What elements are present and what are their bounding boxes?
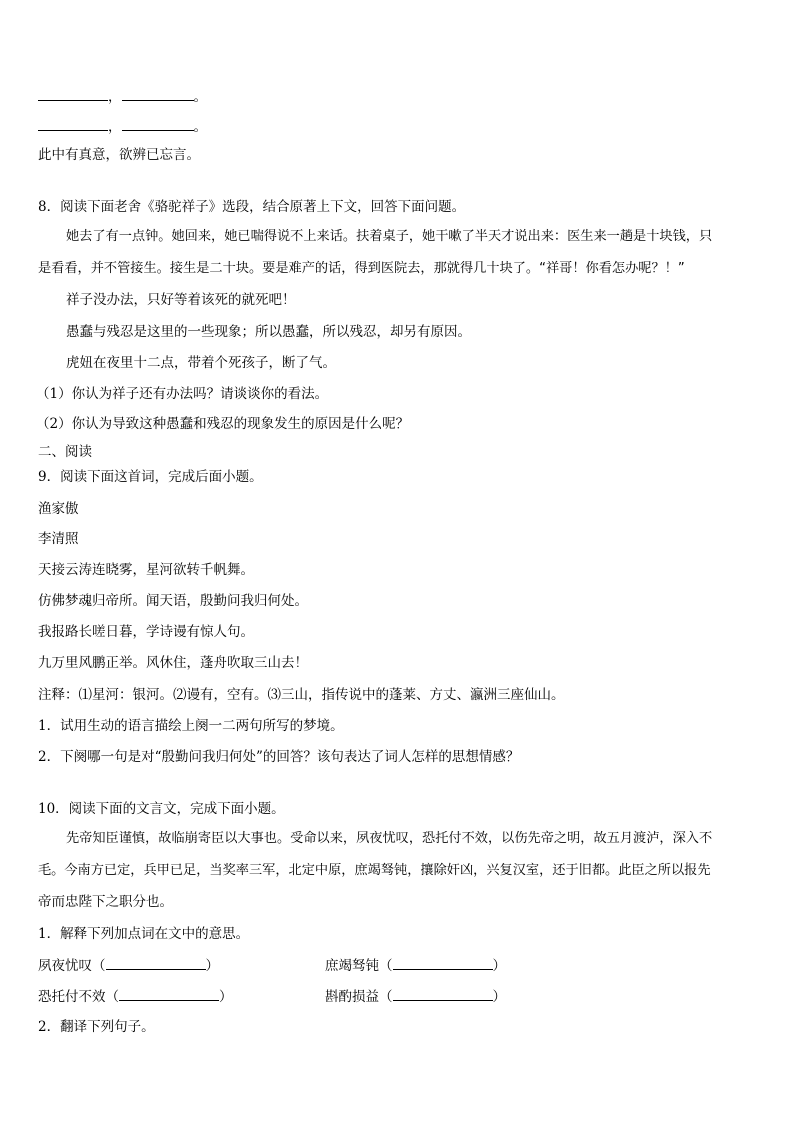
- answer-blank[interactable]: [119, 987, 219, 1001]
- poem-last-line: 此中有真意，欲辨已忘言。: [38, 147, 200, 163]
- vocab-item: [325, 956, 506, 975]
- q8-subquestion-1: （1）你认为祥子还有办法吗？请谈谈你的看法。: [36, 386, 329, 402]
- vocab-item: [38, 956, 219, 975]
- q9-subquestion-2: 2．下阕哪一句是对“殷勤问我归何处”的回答？该句表达了词人怎样的思想情感？: [38, 749, 520, 765]
- vocab-word: 斟酌损益（: [325, 989, 393, 1005]
- poem-line: 仿佛梦魂归帝所。闻天语，殷勤问我归何处。: [38, 593, 308, 609]
- vocab-word: 恐托付不效（: [38, 989, 119, 1005]
- q10-stem: 10．阅读下面的文言文，完成下面小题。: [38, 801, 285, 817]
- q9-subquestion-1: 1．试用生动的语言描绘上阕一二两句所写的梦境。: [38, 718, 344, 734]
- q8-stem: 8．阅读下面老舍《骆驼祥子》选段，结合原著上下文，回答下面问题。: [38, 199, 466, 215]
- poem-blank-line-1: [38, 87, 207, 106]
- punctuation: ）: [219, 989, 233, 1005]
- q8-passage-line: 她去了有一点钟。她回来，她已喘得说不上来话。扶着桌子，她干嗽了半天才说出来：医生来一趟是十块钱，只: [66, 229, 713, 244]
- answer-blank[interactable]: [393, 987, 493, 1001]
- q8-passage-line: 祥子没办法，只好等着该死的就死吧！: [66, 292, 296, 308]
- fill-blank[interactable]: [38, 87, 108, 101]
- poem-line: 我报路长嗟日暮，学诗谩有惊人句。: [38, 624, 254, 640]
- punctuation: ，: [108, 89, 122, 105]
- poem-line: 九万里风鹏正举。风休住，蓬舟吹取三山去！: [38, 655, 308, 671]
- q8-passage-line: 愚蠢与残忍是这里的一些现象；所以愚蠢，所以残忍，却另有原因。: [66, 324, 471, 340]
- punctuation: ）: [492, 989, 506, 1005]
- q8-passage-line: 是看看，并不管接生。接生是二十块。要是难产的话，得到医院去，那就得几十块了。“祥哥！你看怎办呢？！”: [38, 261, 685, 276]
- fill-blank[interactable]: [122, 117, 194, 131]
- q9-stem: 9．阅读下面这首词，完成后面小题。: [38, 469, 263, 485]
- q10-passage-line: 先帝知臣谨慎，故临崩寄臣以大事也。受命以来，夙夜忧叹，恐托付不效，以伤先帝之明，故五月渡泸，深入不: [66, 831, 713, 846]
- poem-note: 注释：⑴星河：银河。⑵谩有，空有。⑶三山，指传说中的蓬莱、方丈、瀛洲三座仙山。: [38, 687, 565, 703]
- fill-blank[interactable]: [122, 87, 194, 101]
- q10-subquestion-2: 2．翻译下列句子。: [38, 1019, 155, 1035]
- q10-passage-line: 毛。今南方已定，兵甲已足，当奖率三军，北定中原，庶竭驽钝，攘除奸凶，兴复汉室，还于旧都。此臣之所以报先: [38, 863, 711, 878]
- poem-line: 天接云涛连晓雾，星河欲转千帆舞。: [38, 562, 254, 578]
- q10-subquestion-1: 1．解释下列加点词在文中的意思。: [38, 926, 250, 942]
- q10-passage-line: 帝而忠陛下之职分也。: [38, 894, 173, 910]
- vocab-item: [38, 987, 233, 1006]
- vocab-word: 夙夜忧叹（: [38, 958, 106, 974]
- punctuation: 。: [193, 89, 207, 105]
- section-heading: 二、阅读: [38, 444, 92, 460]
- answer-blank[interactable]: [393, 956, 493, 970]
- poem-blank-line-2: [38, 117, 207, 136]
- poem-author: 李清照: [38, 531, 79, 547]
- punctuation: 。: [193, 119, 207, 135]
- answer-blank[interactable]: [106, 956, 206, 970]
- vocab-word: 庶竭驽钝（: [325, 958, 393, 974]
- q8-subquestion-2: （2）你认为导致这种愚蠢和残忍的现象发生的原因是什么呢？: [36, 416, 410, 432]
- vocab-item: [325, 987, 506, 1006]
- punctuation: ）: [492, 958, 506, 974]
- poem-title: 渔家傲: [38, 501, 79, 517]
- punctuation: ）: [205, 958, 219, 974]
- q8-passage-line: 虎妞在夜里十二点，带着个死孩子，断了气。: [66, 355, 336, 371]
- fill-blank[interactable]: [38, 117, 108, 131]
- punctuation: ，: [108, 119, 122, 135]
